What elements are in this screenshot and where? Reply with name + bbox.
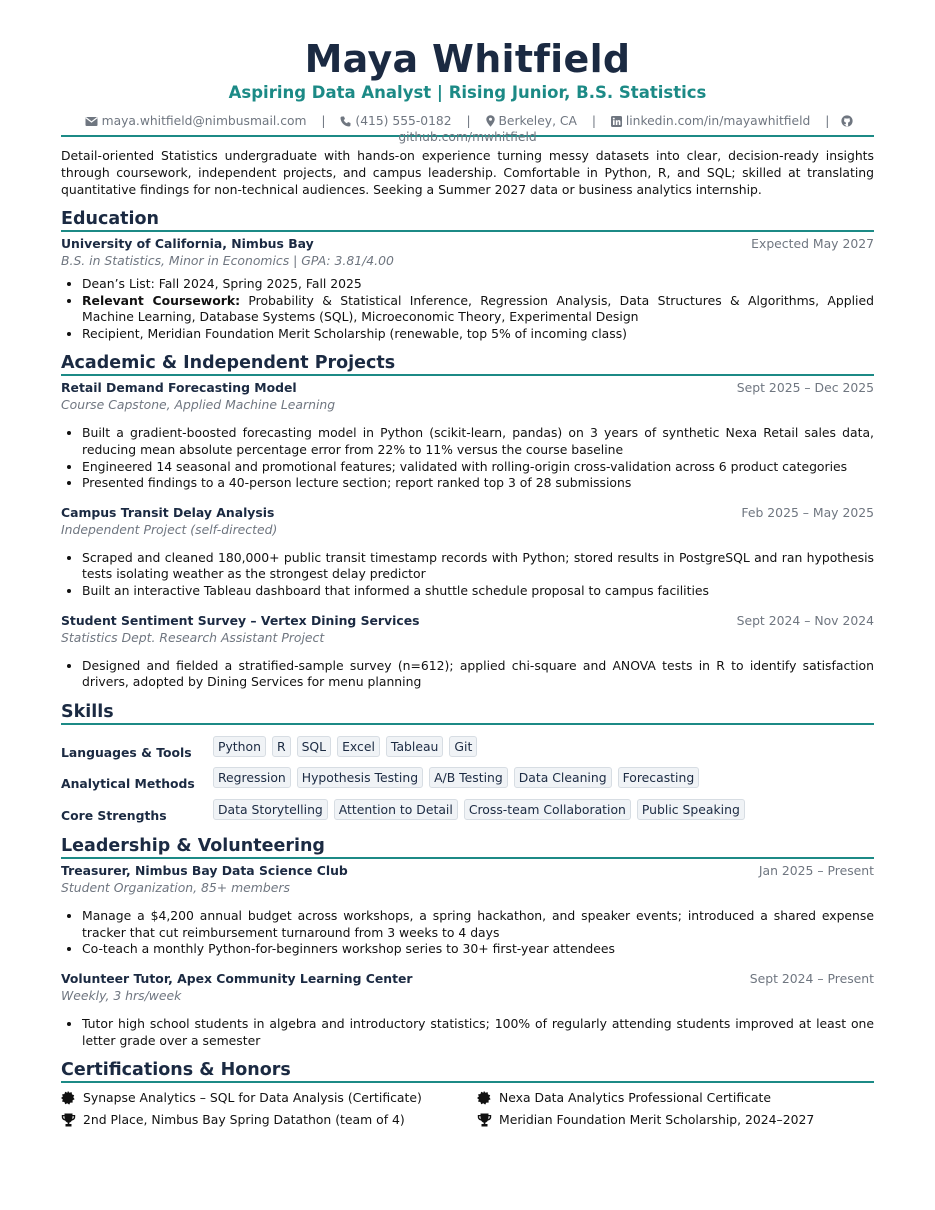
cert-item [477,1089,874,1106]
project-bullets [61,550,874,600]
skill-category-label: Analytical Methods [61,776,195,792]
project-entry [61,612,874,691]
project-bullets [61,658,874,691]
project-name: Student Sentiment Survey – Vertex Dining Services [61,612,420,628]
project-header [61,504,874,521]
role-bullets [61,1016,874,1049]
certifications-grid [61,1089,874,1128]
bullet-scholarship: • Recipient, Meridian Foundation Merit Scholarship (renewable, top 5% of incoming class) [82,326,874,343]
skill-tags [213,736,477,757]
email-text: maya.whitfield@nimbusmail.com [101,114,307,128]
project-context: Independent Project (self-directed) [61,521,278,537]
cert-item [477,1111,874,1128]
leadership-entry [61,862,874,958]
cert-text: Meridian Foundation Merit Scholarship, 2024–2027 [499,1112,815,1128]
skill-tags [213,767,699,788]
contact-email[interactable] [85,114,311,128]
coursework-list: Probability & Statistical Inference, Regression Analysis, Data Structures & Algorithms, Applied Machine Learning, Database Systems (SQL), Microeconomic Theory, Experimental Design [82,292,874,325]
skill-category-label: Core Strengths [61,807,167,823]
role-date: Jan 2025 – Present [758,863,874,879]
degree-line: B.S. in Statistics, Minor in Economics | GPA: 3.81/4.00 [61,253,394,268]
skill-row [61,762,874,794]
skill-tag: Regression [213,767,291,788]
leadership-entry [61,970,874,1049]
professional-summary: Detail-oriented Statistics undergraduate with hands-on experience turning messy datasets into clear, decision-ready insights through coursework, independent projects, and campus leadership. Comfortable in Python, R, and SQL; skilled at translating quantitative findings for non-technical audiences. Seeking a Summer 2027 data or business analytics internship. [61,148,874,197]
list-item: • Designed and fielded a stratified-sample survey (n=612); applied chi-square and ANOVA tests in R to identify satisfaction drivers, adopted by Dining Services for menu planning [82,658,874,691]
cert-text: Nexa Data Analytics Professional Certificate [499,1090,772,1106]
linkedin-text: linkedin.com/in/mayawhitfield [625,114,811,128]
school-name: University of California, Nimbus Bay [61,236,314,251]
education-bullets [61,276,874,342]
candidate-name: Maya Whitfield [304,37,631,81]
spacer [61,492,874,501]
headline: Aspiring Data Analyst | Rising Junior, B.S. Statistics [228,83,707,102]
list-item: • Built a gradient-boosted forecasting model in Python (scikit-learn, pandas) on 3 years of synthetic Nexa Retail sales data, reducing mean absolute percentage error from 22% to 11% versus the course baseline [82,425,874,458]
role-context: Student Organization, 85+ members [61,880,290,896]
skill-tag: A/B Testing [429,767,508,788]
skill-tags [213,799,745,820]
trophy-icon [61,1113,83,1127]
skill-tag: Public Speaking [637,799,745,820]
role-title: Volunteer Tutor, Apex Community Learning Center [61,971,413,986]
role-date: Sept 2024 – Present [749,971,874,986]
map-marker-icon [486,114,495,128]
contact-phone[interactable] [340,114,455,128]
project-date: Sept 2025 – Dec 2025 [736,380,874,396]
contact-separator: | [825,114,830,128]
skill-tag: Attention to Detail [334,799,458,820]
project-context: Statistics Dept. Research Assistant Project [61,629,325,645]
cert-item [61,1111,477,1128]
certificate-badge-icon [61,1091,83,1105]
leadership-header [61,970,874,987]
role-bullets [61,908,874,958]
project-date: Feb 2025 – May 2025 [741,504,874,520]
project-bullets [61,425,874,491]
skill-tag: SQL [297,736,332,757]
role-context: Weekly, 3 hrs/week [61,988,182,1003]
skill-tag: Data Storytelling [213,799,328,820]
list-item: • Built an interactive Tableau dashboard that informed a shuttle schedule proposal to campus facilities [82,583,874,600]
list-item: • Manage a $4,200 annual budget across workshops, a spring hackathon, and speaker events; introduced a shared expense tracker that cut reimbursement turnaround from 3 weeks to 4 days [82,908,874,941]
leadership-header [61,862,874,879]
list-item: • Presented findings to a 40-person lecture section; report ranked top 3 of 28 submissions [82,475,874,492]
skill-tag: Cross-team Collaboration [464,799,631,820]
bullet-deans-list: • Dean’s List: Fall 2024, Spring 2025, Fall 2025 [82,276,874,293]
skills-table [61,731,874,826]
list-item: • Tutor high school students in algebra and introductory statistics; 100% of regularly attending students improved at least one letter grade over a semester [82,1016,874,1049]
contact-separator: | [466,114,471,128]
contact-linkedin[interactable] [611,114,814,128]
envelope-icon [85,114,98,128]
skill-row [61,794,874,826]
github-text[interactable]: github.com/mwhitfield [398,130,537,144]
section-title-projects: Academic & Independent Projects [61,353,874,376]
section-title-skills: Skills [61,702,874,725]
project-header [61,612,874,629]
skill-tag: R [272,736,291,757]
skill-row [61,731,874,763]
spacer [61,600,874,609]
skill-tag: Tableau [386,736,444,757]
project-entry [61,379,874,491]
coursework-label: Relevant Coursework: [82,292,241,308]
list-item: • Scraped and cleaned 180,000+ public transit timestamp records with Python; stored results in PostgreSQL and ran hypothesis tests isolating weather as the strongest delay predictor [82,550,874,583]
section-title-leadership: Leadership & Volunteering [61,836,874,859]
skill-category-label: Languages & Tools [61,744,192,760]
contact-separator: | [321,114,326,128]
spacer [61,958,874,967]
github-icon[interactable] [841,114,853,128]
education-entry-header [61,235,874,252]
list-item: • Engineered 14 seasonal and promotional features; validated with rolling-origin cross-validation across 6 product categories [82,459,874,476]
skill-tag: Python [213,736,266,757]
resume-page [61,36,874,1128]
education-date: Expected May 2027 [751,236,874,251]
project-name: Campus Transit Delay Analysis [61,504,275,520]
skill-tag: Hypothesis Testing [297,767,423,788]
bullet-coursework [82,293,874,326]
skill-tag: Forecasting [618,767,700,788]
certificate-badge-icon [477,1091,499,1105]
cert-text: Synapse Analytics – SQL for Data Analysis (Certificate) [83,1090,422,1106]
linkedin-icon [611,114,622,128]
trophy-icon [477,1113,499,1127]
location-text: Berkeley, CA [498,114,577,128]
skill-tag: Excel [337,736,380,757]
role-title: Treasurer, Nimbus Bay Data Science Club [61,863,348,879]
project-header [61,379,874,396]
skill-tag: Git [449,736,477,757]
project-name: Retail Demand Forecasting Model [61,380,297,396]
cert-text: 2nd Place, Nimbus Bay Spring Datathon (team of 4) [83,1112,405,1128]
project-context: Course Capstone, Applied Machine Learning [61,397,336,413]
contact-location [486,114,581,128]
project-entry [61,504,874,600]
phone-text: (415) 555-0182 [355,114,452,128]
section-title-education: Education [61,209,874,232]
phone-icon [340,114,351,128]
contact-separator: | [591,114,596,128]
cert-item [61,1089,477,1106]
contact-bar [61,114,874,144]
section-title-certifications: Certifications & Honors [61,1060,874,1083]
list-item: • Co-teach a monthly Python-for-beginners workshop series to 30+ first-year attendees [82,941,874,958]
skill-tag: Data Cleaning [514,767,612,788]
project-date: Sept 2024 – Nov 2024 [736,612,874,628]
